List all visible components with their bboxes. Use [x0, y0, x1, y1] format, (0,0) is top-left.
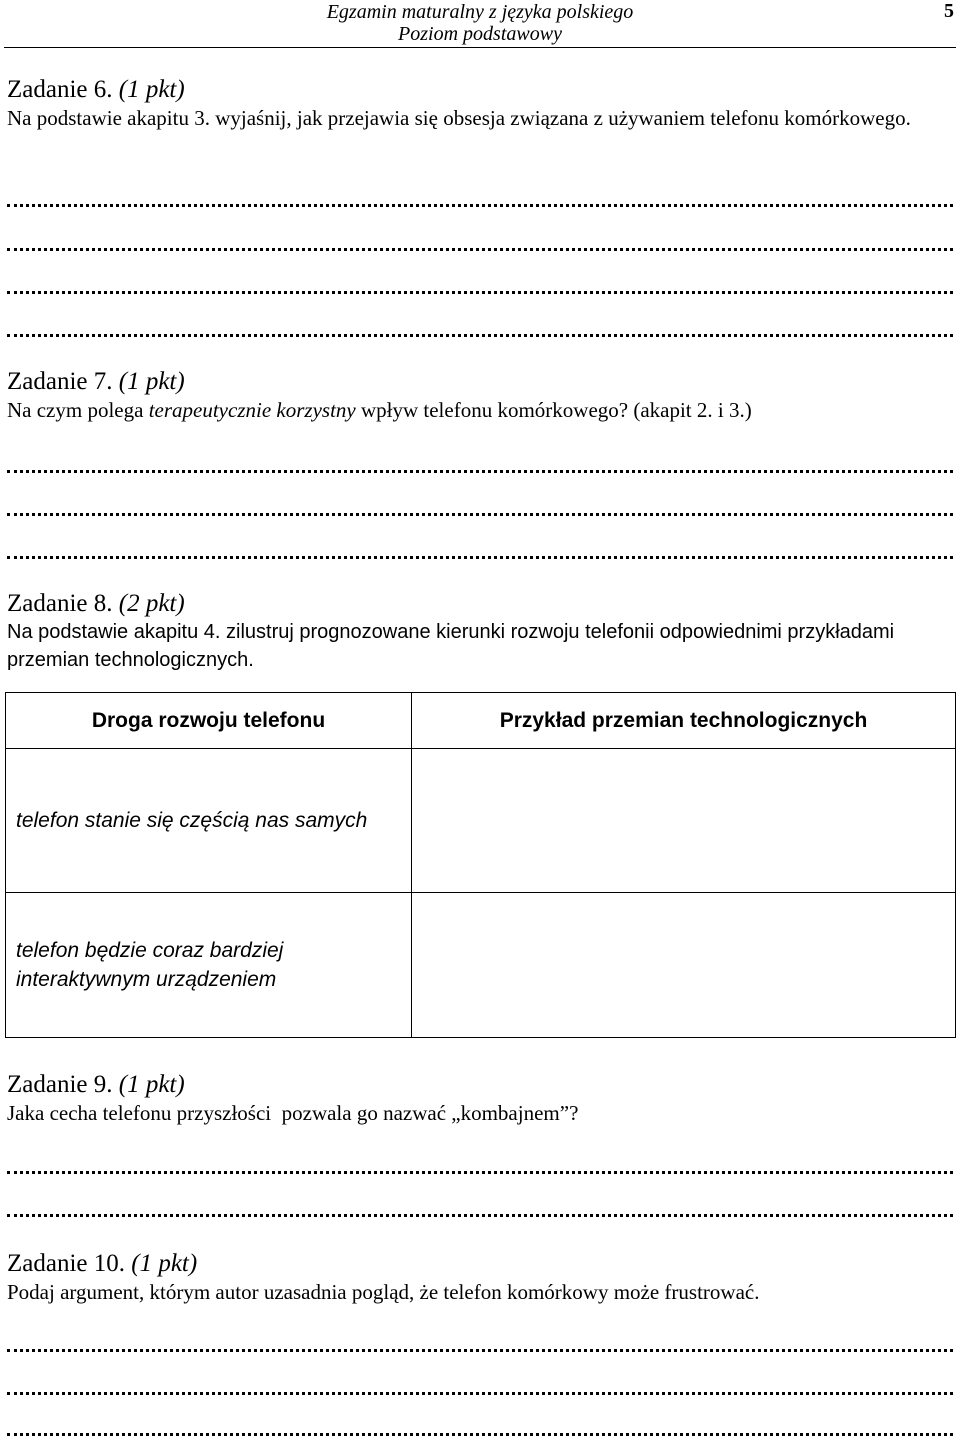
task-7-text: [7, 396, 955, 424]
task-8-heading: [7, 590, 955, 618]
task-7-text-part: Na czym polega: [7, 398, 149, 422]
answer-line[interactable]: [7, 1378, 953, 1395]
answer-line[interactable]: [7, 456, 953, 473]
page-header: [0, 0, 960, 48]
task-9-text: Jaka cecha telefonu przyszłości pozwala go nazwać „kombajnem”?: [7, 1101, 579, 1125]
answer-line[interactable]: [7, 320, 953, 337]
table-cell-path: telefon będzie coraz bardziej interaktywnym urządzeniem: [6, 893, 412, 1038]
task-6-text: Na podstawie akapitu 3. wyjaśnij, jak przejawia się obsesja związana z używaniem telefonu komórkowego.: [7, 106, 911, 130]
answer-line[interactable]: [7, 542, 953, 559]
answer-line[interactable]: [7, 190, 953, 207]
task-6-heading: [7, 76, 955, 104]
task-8-text: Na podstawie akapitu 4. zilustruj prognozowane kierunki rozwoju telefonii odpowiednimi przykładami przemian technologicznych.: [7, 621, 895, 671]
task-10-number: Zadanie 10.: [7, 1250, 126, 1277]
task-7-heading: [7, 368, 955, 396]
task-8-number: Zadanie 8.: [7, 590, 113, 617]
task-7-number: Zadanie 7.: [7, 368, 113, 395]
task-10-text: Podaj argument, którym autor uzasadnia pogląd, że telefon komórkowy może frustrować.: [7, 1280, 760, 1304]
table-header-example: Przykład przemian technologicznych: [412, 693, 956, 749]
answer-line[interactable]: [7, 234, 953, 251]
table-cell-answer[interactable]: [412, 893, 956, 1038]
task-6: [7, 76, 955, 132]
task-7-text-italic: terapeutycznie korzystny: [148, 398, 356, 422]
answer-line[interactable]: [7, 277, 953, 294]
task-6-points: (1 pkt): [118, 76, 185, 103]
exam-level: Poziom podstawowy: [398, 23, 562, 45]
table-cell-answer[interactable]: [412, 749, 956, 893]
task-9: [7, 1071, 955, 1127]
task-10-heading: [7, 1250, 955, 1278]
task-7-text-part: wpływ telefonu komórkowego? (akapit 2. i 3.): [355, 398, 752, 422]
task-9-points: (1 pkt): [118, 1071, 185, 1098]
answer-line[interactable]: [7, 1157, 953, 1174]
task-8: [7, 590, 955, 674]
table-header-row: [6, 693, 956, 749]
task-9-number: Zadanie 9.: [7, 1071, 113, 1098]
table-cell-path: telefon stanie się częścią nas samych: [6, 749, 412, 893]
answer-table: [5, 692, 956, 1038]
header-rule: [4, 47, 956, 48]
task-7: [7, 368, 955, 424]
answer-line[interactable]: [7, 499, 953, 516]
task-10-points: (1 pkt): [131, 1250, 198, 1277]
table-row: [6, 749, 956, 893]
table-header-path: Droga rozwoju telefonu: [6, 693, 412, 749]
exam-title: Egzamin maturalny z języka polskiego: [326, 1, 634, 23]
task-8-points: (2 pkt): [118, 590, 185, 617]
answer-line[interactable]: [7, 1419, 953, 1436]
answer-line[interactable]: [7, 1200, 953, 1217]
task-6-number: Zadanie 6.: [7, 76, 113, 103]
task-10: [7, 1250, 955, 1306]
table-row: [6, 893, 956, 1038]
task-9-heading: [7, 1071, 955, 1099]
task-7-points: (1 pkt): [118, 368, 185, 395]
answer-line[interactable]: [7, 1335, 953, 1352]
page-number: 5: [944, 0, 954, 22]
